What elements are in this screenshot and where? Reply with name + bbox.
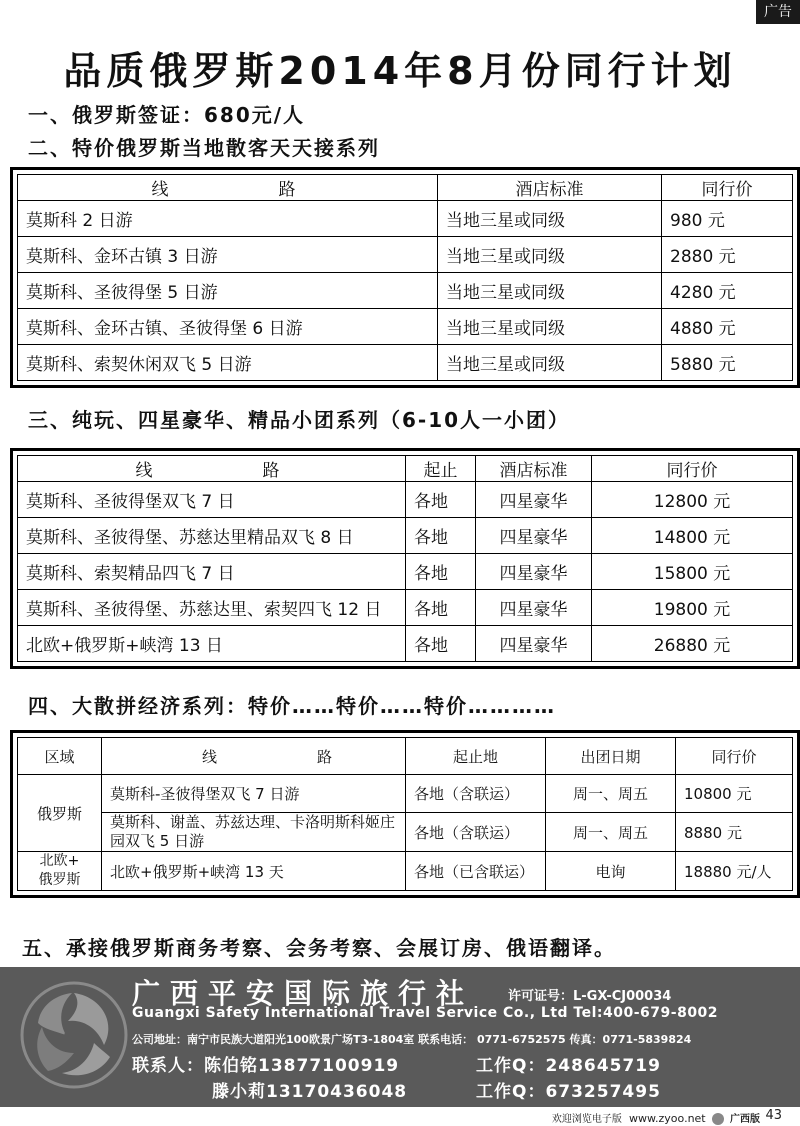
route-cell: 莫斯科、索契休闲双飞 5 日游 xyxy=(18,345,438,381)
economy-table-box xyxy=(10,730,800,898)
region-cell xyxy=(18,852,102,891)
table-row xyxy=(18,309,793,345)
route-cell: 莫斯科、索契精品四飞 7 日 xyxy=(18,554,406,590)
route-cell: 莫斯科、圣彼得堡、苏慈达里精品双飞 8 日 xyxy=(18,518,406,554)
price-cell: 980 元 xyxy=(662,201,793,237)
luxury-table-box xyxy=(10,448,800,669)
hotel-cell: 当地三星或同级 xyxy=(438,345,662,381)
page-bottom-bar xyxy=(0,1108,800,1126)
route-cell: 莫斯科、金环古镇、圣彼得堡 6 日游 xyxy=(18,309,438,345)
price-cell: 2880 元 xyxy=(662,237,793,273)
route-cell: 莫斯科 2 日游 xyxy=(18,201,438,237)
section-luxury-heading: 三、纯玩、四星豪华、精品小团系列（6-10人一小团） xyxy=(28,408,571,432)
col-header-price: 同行价 xyxy=(676,738,793,775)
col-header-route: 线路 xyxy=(18,456,406,482)
col-header-hotel: 酒店标准 xyxy=(438,175,662,201)
edition-label: 广西版 xyxy=(730,1114,760,1125)
route-cell: 北欧+俄罗斯+峡湾 13 日 xyxy=(18,626,406,662)
section-economy-heading: 四、大散拼经济系列：特价……特价……特价………… xyxy=(28,694,556,718)
welcome-text: 欢迎浏览电子版 xyxy=(551,1114,622,1125)
agency-name: 广西平安国际旅行社 xyxy=(132,977,475,1010)
page-title: 品质俄罗斯2014年8月份同行计划 xyxy=(63,49,737,93)
col-header-hotel: 酒店标准 xyxy=(476,456,592,482)
departure-cell: 各地（含联运） xyxy=(406,813,546,852)
col-header-route: 线路 xyxy=(18,175,438,201)
table-row xyxy=(18,775,793,813)
departure-cell: 各地（含联运） xyxy=(406,775,546,813)
date-cell: 电询 xyxy=(546,852,676,891)
license-number: 许可证号：L-GX-CJ00034 xyxy=(508,989,672,1004)
table-row xyxy=(18,554,793,590)
col-header-departure: 起止 xyxy=(406,456,476,482)
date-cell: 周一、周五 xyxy=(546,775,676,813)
economy-table xyxy=(17,737,793,891)
site-info xyxy=(552,1110,760,1125)
table-row xyxy=(18,518,793,554)
departure-cell: 各地 xyxy=(406,482,476,518)
table-header-row xyxy=(18,456,793,482)
agency-english-name: Guangxi Safety International Travel Service Co., Ltd Tel:400-679-8002 xyxy=(132,1005,719,1021)
region-line: 北欧+ xyxy=(39,853,80,869)
hotel-cell: 四星豪华 xyxy=(476,518,592,554)
route-cell: 莫斯科-圣彼得堡双飞 7 日游 xyxy=(102,775,406,813)
contact-person-2: 滕小莉13170436048 xyxy=(212,1082,408,1102)
route-cell: 莫斯科、圣彼得堡 5 日游 xyxy=(18,273,438,309)
agency-logo-icon xyxy=(18,979,130,1091)
table-header-row xyxy=(18,738,793,775)
price-cell: 4880 元 xyxy=(662,309,793,345)
price-cell: 14800 元 xyxy=(592,518,793,554)
departure-cell: 各地 xyxy=(406,626,476,662)
price-cell: 18880 元/人 xyxy=(676,852,793,891)
price-cell: 8880 元 xyxy=(676,813,793,852)
col-header-route: 线路 xyxy=(102,738,406,775)
luxury-table xyxy=(17,455,793,662)
hotel-cell: 当地三星或同级 xyxy=(438,201,662,237)
departure-cell: 各地（已含联运） xyxy=(406,852,546,891)
region-cell: 俄罗斯 xyxy=(18,775,102,852)
page-number: 43 xyxy=(765,1108,782,1123)
section-budget-heading: 二、特价俄罗斯当地散客天天接系列 xyxy=(28,136,380,160)
hotel-cell: 当地三星或同级 xyxy=(438,273,662,309)
price-cell: 12800 元 xyxy=(592,482,793,518)
col-header-date: 出团日期 xyxy=(546,738,676,775)
hotel-cell: 四星豪华 xyxy=(476,482,592,518)
table-row xyxy=(18,273,793,309)
table-row xyxy=(18,482,793,518)
route-cell: 莫斯科、谢盖、苏兹达理、卡洛明斯科姬庄园双飞 5 日游 xyxy=(102,813,406,852)
date-cell: 周一、周五 xyxy=(546,813,676,852)
budget-table xyxy=(17,174,793,381)
departure-cell: 各地 xyxy=(406,554,476,590)
hotel-cell: 当地三星或同级 xyxy=(438,237,662,273)
agency-footer xyxy=(0,967,800,1107)
col-header-price: 同行价 xyxy=(662,175,793,201)
contact-qq-2: 工作Q：673257495 xyxy=(476,1082,661,1102)
section-visa: 一、俄罗斯签证：680元/人 xyxy=(28,103,306,127)
table-row xyxy=(18,237,793,273)
col-header-price: 同行价 xyxy=(592,456,793,482)
price-cell: 10800 元 xyxy=(676,775,793,813)
col-header-departure: 起止地 xyxy=(406,738,546,775)
hotel-cell: 四星豪华 xyxy=(476,590,592,626)
table-row xyxy=(18,813,793,852)
site-url[interactable]: www.zyoo.net xyxy=(629,1112,706,1125)
agency-address: 公司地址：南宁市民族大道阳光100欧景广场T3-1804室 联系电话： 0771-6752575 传真：0771-5839824 xyxy=(132,1033,692,1046)
table-row xyxy=(18,626,793,662)
table-row xyxy=(18,345,793,381)
price-cell: 15800 元 xyxy=(592,554,793,590)
contact-person-1: 联系人：陈伯铭13877100919 xyxy=(132,1056,400,1076)
departure-cell: 各地 xyxy=(406,590,476,626)
region-line: 俄罗斯 xyxy=(38,872,81,888)
price-cell: 26880 元 xyxy=(592,626,793,662)
contact-qq-1: 工作Q：248645719 xyxy=(476,1056,661,1076)
table-row xyxy=(18,852,793,891)
hotel-cell: 四星豪华 xyxy=(476,554,592,590)
price-cell: 19800 元 xyxy=(592,590,793,626)
edition-badge-icon xyxy=(712,1113,724,1125)
departure-cell: 各地 xyxy=(406,518,476,554)
route-cell: 莫斯科、金环古镇 3 日游 xyxy=(18,237,438,273)
route-cell: 莫斯科、圣彼得堡双飞 7 日 xyxy=(18,482,406,518)
hotel-cell: 当地三星或同级 xyxy=(438,309,662,345)
ad-tag: 广告 xyxy=(756,0,800,24)
price-cell: 4280 元 xyxy=(662,273,793,309)
hotel-cell: 四星豪华 xyxy=(476,626,592,662)
budget-table-box xyxy=(10,167,800,388)
price-cell: 5880 元 xyxy=(662,345,793,381)
route-cell: 北欧+俄罗斯+峡湾 13 天 xyxy=(102,852,406,891)
route-cell: 莫斯科、圣彼得堡、苏慈达里、索契四飞 12 日 xyxy=(18,590,406,626)
table-header-row xyxy=(18,175,793,201)
table-row xyxy=(18,201,793,237)
section-services: 五、承接俄罗斯商务考察、会务考察、会展订房、俄语翻译。 xyxy=(22,936,616,960)
table-row xyxy=(18,590,793,626)
col-header-region: 区域 xyxy=(18,738,102,775)
